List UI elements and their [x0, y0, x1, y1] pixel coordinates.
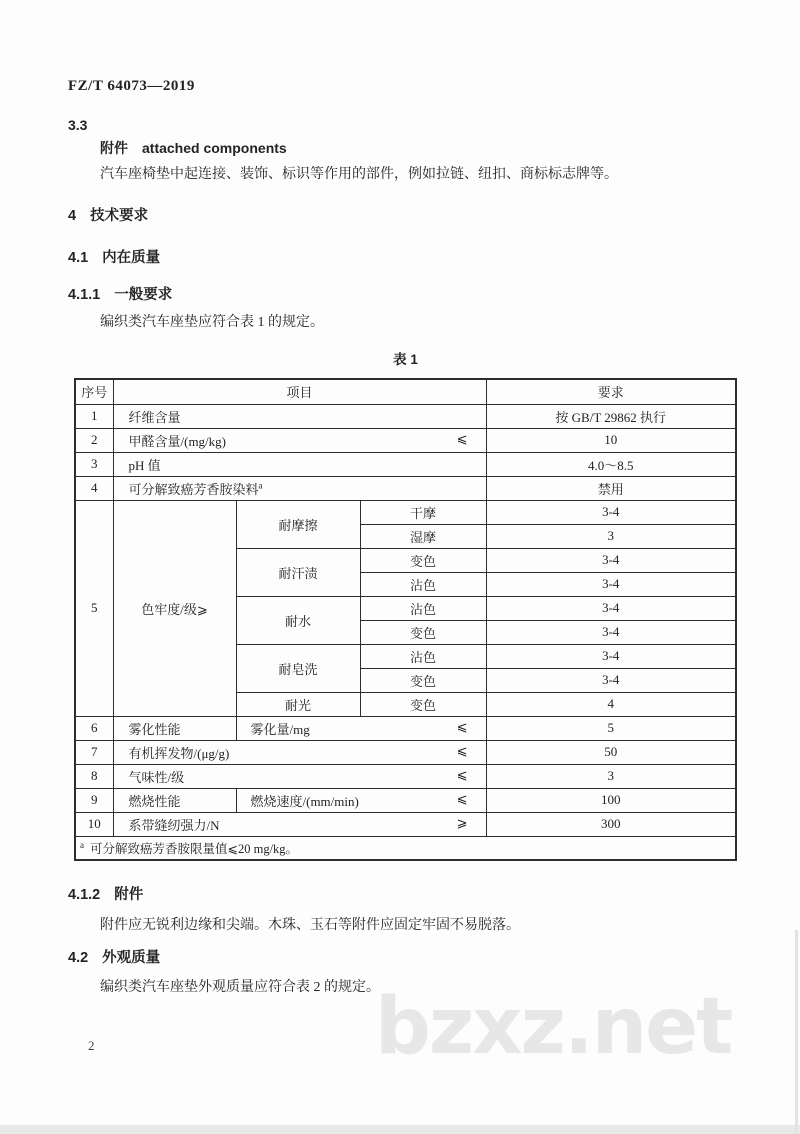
cell-test: 沾色: [360, 644, 486, 668]
heading-4-2-title: 外观质量: [102, 950, 161, 966]
less-equal-symbol: ⩽: [456, 790, 468, 806]
cell-no: 3: [75, 452, 113, 476]
cell-req: 10: [486, 428, 736, 452]
cell-no: 7: [75, 740, 113, 764]
cell-req: 3-4: [486, 668, 736, 692]
table-row-10: [75, 812, 736, 836]
table-row-6: [75, 716, 736, 740]
cell-test: 变色: [360, 668, 486, 692]
cell-item: [113, 428, 486, 452]
cell-test: 干摩: [360, 500, 486, 524]
cell-no: 4: [75, 476, 113, 500]
paragraph-table2-intro: 编织类汽车座垫外观质量应符合表 2 的规定。: [100, 980, 380, 995]
standard-number-header: FZ/T 64073—2019: [68, 78, 195, 94]
cell-sub-item: [236, 788, 486, 812]
cell-group: 耐摩擦: [236, 500, 360, 548]
footnote-marker: a: [258, 480, 263, 491]
cell-req: 5: [486, 716, 736, 740]
page-number: 2: [88, 1038, 95, 1053]
cell-req: 3-4: [486, 596, 736, 620]
term-definition-title: [68, 138, 740, 158]
term-definition-body: 汽车座椅垫中起连接、装饰、标识等作用的部件，例如拉链、纽扣、商标标志牌等。: [100, 167, 618, 182]
less-equal-symbol: ⩽: [456, 742, 468, 758]
paragraph-table1-intro: 编织类汽车座垫应符合表 1 的规定。: [100, 315, 324, 330]
table-row-2: [75, 428, 736, 452]
cell-group: 耐皂洗: [236, 644, 360, 692]
heading-4-1-1-title: 一般要求: [114, 287, 173, 303]
table-footnote-row: [75, 836, 736, 860]
cell-req: 3: [486, 524, 736, 548]
cell-req: 按 GB/T 29862 执行: [486, 404, 736, 428]
table-row-3: [75, 452, 736, 476]
table-row-7: [75, 740, 736, 764]
heading-4: [68, 208, 740, 224]
cell-test: 变色: [360, 620, 486, 644]
cell-req: 4.0～8.5: [486, 452, 736, 476]
cell-req: 3-4: [486, 644, 736, 668]
cell-test: 变色: [360, 692, 486, 716]
cell-item: pH 值: [113, 452, 486, 476]
cell-no: 10: [75, 812, 113, 836]
less-equal-symbol: ⩽: [456, 766, 468, 782]
heading-4-1-2: [68, 887, 740, 903]
heading-4-1-2-number: 4.1.2: [68, 887, 101, 903]
cell-item: [113, 740, 486, 764]
cell-test: 变色: [360, 548, 486, 572]
cell-req: 100: [486, 788, 736, 812]
col-header-req: 要求: [486, 379, 736, 404]
cell-test: 沾色: [360, 572, 486, 596]
footnote-text: 可分解致癌芳香胺限量值⩽20 mg/kg。: [90, 841, 299, 856]
cell-sub-item-text: 雾化量/mg: [250, 721, 310, 737]
greater-equal-symbol: ⩾: [456, 814, 468, 830]
table-footnote: [75, 836, 736, 860]
heading-4-2-number: 4.2: [68, 950, 89, 966]
heading-4-title: 技术要求: [90, 208, 149, 224]
cell-req: 4: [486, 692, 736, 716]
cell-item-text: 甲醛含量/(mg/kg): [128, 433, 226, 449]
cell-no: 6: [75, 716, 113, 740]
footnote-marker: a: [80, 839, 84, 850]
table-row-1: [75, 404, 736, 428]
clause-3-3-number: 3.3: [68, 117, 88, 133]
cell-req: 3-4: [486, 500, 736, 524]
cell-req: 300: [486, 812, 736, 836]
table-header-row: [75, 379, 736, 404]
heading-4-1-2-title: 附件: [114, 887, 144, 903]
cell-item: 燃烧性能: [113, 788, 236, 812]
cell-item: 雾化性能: [113, 716, 236, 740]
cell-item: 纤维含量: [113, 404, 486, 428]
less-equal-symbol: ⩽: [456, 430, 468, 446]
cell-item-text: 可分解致癌芳香胺染料: [128, 481, 259, 497]
cell-no: 9: [75, 788, 113, 812]
cell-sub-item: [236, 716, 486, 740]
cell-no: 5: [75, 500, 113, 716]
term-english: attached components: [142, 140, 287, 156]
col-header-item: 项目: [113, 379, 486, 404]
cell-item: [113, 812, 486, 836]
table-row-9: [75, 788, 736, 812]
paragraph-attachments: 附件应无锐利边缘和尖端。木珠、玉石等附件应固定牢固不易脱落。: [100, 918, 520, 933]
cell-sub-item-text: 燃烧速度/(mm/min): [250, 793, 359, 809]
cell-item: [113, 764, 486, 788]
cell-req: 禁用: [486, 476, 736, 500]
heading-4-2: [68, 950, 740, 966]
cell-item-text: 气味性/级: [128, 769, 185, 785]
table-row-5-sub-1: [75, 500, 736, 524]
table-row-4: [75, 476, 736, 500]
heading-4-1-number: 4.1: [68, 250, 89, 266]
cell-test: 湿摩: [360, 524, 486, 548]
heading-4-1-title: 内在质量: [102, 250, 161, 266]
cell-req: 3-4: [486, 572, 736, 596]
heading-4-1-1-number: 4.1.1: [68, 287, 101, 303]
watermark: bzxz.net: [375, 982, 732, 1072]
cell-test: 沾色: [360, 596, 486, 620]
table-row-8: [75, 764, 736, 788]
cell-no: 8: [75, 764, 113, 788]
heading-4-number: 4: [68, 208, 77, 224]
table-1-caption: 表 1: [393, 352, 418, 367]
cell-group: 耐光: [236, 692, 360, 716]
cell-item: [113, 476, 486, 500]
cell-req: 3-4: [486, 548, 736, 572]
cell-no: 1: [75, 404, 113, 428]
scan-edge-right: [795, 930, 798, 1134]
table-1: [74, 378, 737, 861]
heading-4-1-1: [68, 287, 740, 303]
cell-req: 3: [486, 764, 736, 788]
less-equal-symbol: ⩽: [456, 718, 468, 734]
cell-group: 耐水: [236, 596, 360, 644]
cell-item: 色牢度/级⩾: [113, 500, 236, 716]
cell-req: 50: [486, 740, 736, 764]
cell-item-text: 有机挥发物/(μg/g): [128, 745, 230, 761]
scan-edge-bottom: [0, 1125, 800, 1134]
term-chinese: 附件: [100, 140, 128, 156]
cell-group: 耐汗渍: [236, 548, 360, 596]
heading-4-1: [68, 250, 740, 266]
page-content: [0, 78, 800, 996]
col-header-no: 序号: [75, 379, 113, 404]
cell-req: 3-4: [486, 620, 736, 644]
cell-item-text: 系带缝纫强力/N: [128, 817, 220, 833]
cell-no: 2: [75, 428, 113, 452]
